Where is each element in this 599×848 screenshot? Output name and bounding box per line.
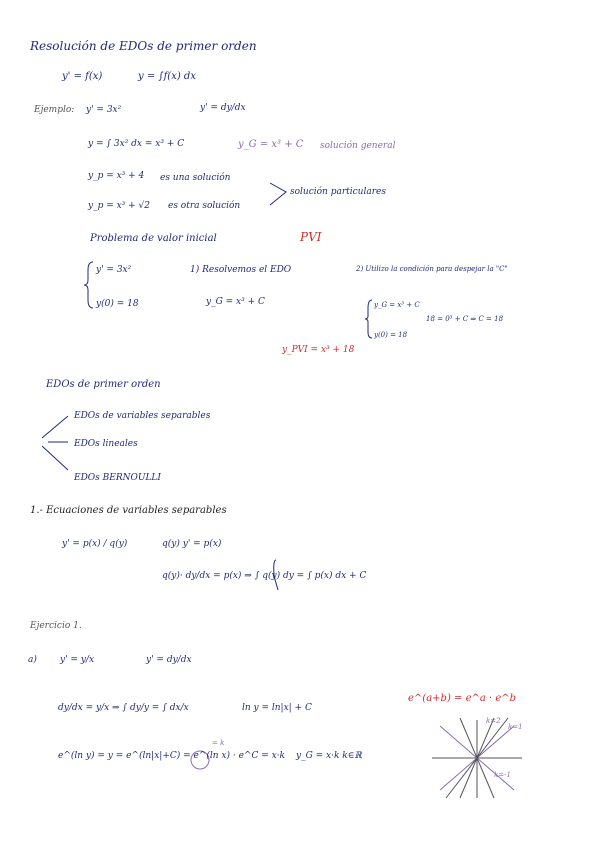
pvi-step1-eq: y_G = x³ + C [206, 297, 265, 307]
section1-eq2: q(y) y' = p(x) [162, 539, 222, 549]
exercise-eq: y' = y/x [60, 655, 95, 665]
exercise-heading: Ejercicio 1. [30, 621, 82, 631]
graph-label-k2: k=2 [486, 717, 501, 725]
exercise-exp: e^(ln y) = y = e^(ln|x|+C) = e^(ln x) · e^C = x·k [58, 751, 286, 761]
pvi-system-eq2: y(0) = 18 [96, 299, 139, 309]
exercise-dydx: y' = dy/dx [146, 655, 192, 665]
pvi-step2-sys1: y_G = x³ + C [374, 301, 420, 309]
section1-eq1: y' = p(x) / q(y) [62, 539, 128, 549]
particular-label: solución particulares [290, 187, 386, 197]
example-integral: y = ∫ 3x² dx = x³ + C [88, 139, 185, 149]
types-heading: EDOs de primer orden [46, 379, 161, 390]
exercise-separated: dy/dx = y/x ⇒ ∫ dy/y = ∫ dx/x [58, 703, 189, 713]
particular-eq2: y_p = x³ + √2 [88, 201, 151, 211]
exercise-ln: ln y = ln|x| + C [242, 703, 312, 713]
page-title: Resolución de EDOs de primer orden [30, 39, 257, 53]
section1-heading: 1.- Ecuaciones de variables separables [30, 505, 227, 516]
pvi-tag: PVI [300, 230, 322, 244]
general-solution-eq: y_G = x³ + C [238, 139, 304, 150]
type-item-1: EDOs de variables separables [74, 411, 211, 421]
particular-text1: es una solución [160, 173, 231, 183]
k-note: = k [212, 739, 225, 747]
pvi-heading: Problema de valor inicial [90, 233, 217, 244]
particular-text2: es otra solución [168, 201, 241, 211]
example-dydx: y' = dy/dx [200, 103, 246, 113]
general-solution-label: solución general [320, 141, 396, 151]
example-label: Ejemplo: [34, 105, 75, 115]
intro-eq2: y = ∫f(x) dx [138, 71, 196, 82]
pvi-step1: 1) Resolvemos el EDO [190, 265, 292, 275]
section1-eq3: q(y)· dy/dx = p(x) ⇒ ∫ q(y) dy = ∫ p(x) dx + C [162, 571, 367, 581]
pvi-system-eq1: y' = 3x² [96, 265, 132, 275]
graph-label-km1: k=-1 [494, 771, 511, 779]
exercise-solution: y_G = x·k k∈ℝ [296, 751, 362, 761]
intro-eq1: y' = f(x) [62, 71, 103, 82]
particular-eq1: y_p = x³ + 4 [88, 171, 145, 181]
type-item-2: EDOs lineales [74, 439, 138, 449]
pvi-result: y_PVI = x³ + 18 [282, 345, 355, 355]
example-eq: y' = 3x² [86, 105, 122, 115]
pvi-step2-sys2: y(0) = 18 [374, 331, 408, 339]
pvi-step2: 2) Utilizo la condición para despejar la "C" [356, 265, 508, 273]
type-item-3: EDOs BERNOULLI [74, 473, 161, 483]
graph-label-k1: k=1 [508, 723, 523, 731]
exercise-part: a) [28, 655, 37, 665]
exponent-rule: e^(a+b) = e^a · e^b [408, 693, 517, 704]
pvi-step2-eq: 18 = 0³ + C ⇒ C = 18 [426, 315, 504, 323]
